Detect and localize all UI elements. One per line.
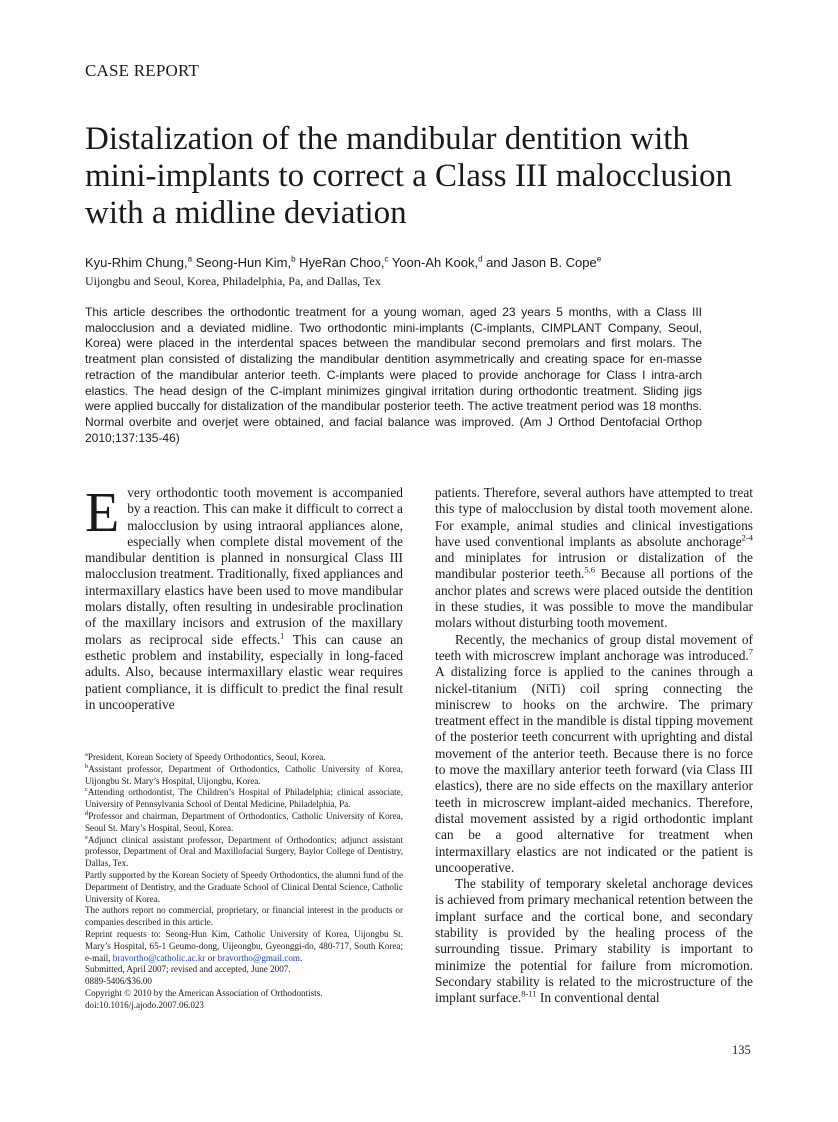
footnote [85, 835, 403, 870]
copyright: Copyright © 2010 by the American Association of Orthodontists. [85, 987, 323, 998]
citation-ref: 8-11 [521, 988, 537, 999]
footnote-mark: d [85, 809, 89, 817]
footnote-mark: e [85, 833, 88, 841]
doi: doi:10.1016/j.ajodo.2007.06.023 [85, 999, 204, 1010]
title-line-3: with a midline deviation [85, 195, 407, 231]
body-text: A distalizing force is applied to the canines through a nickel-titanium (NiTi) coil spring connecting the miniscrew to hooks on the archwire. The primary treatment effect in the mandible is distal tipping movement of the posterior teeth concurrent with uprighting and distal movement of the anterior teeth. Because there is no force to move the maxillary anterior teeth forward (via Class III elastics), there are no side effects on the maxillary anterior teeth in microscrew implant-aided mechanics. Therefore, distal movement assisted by a rigid orthodontic implant can be a good alternative for treatment when intermaxillary elastics are not indicated or the patient is uncooperative. [435, 664, 753, 875]
author-affil-mark: e [596, 254, 602, 264]
author-affil-mark: c [384, 254, 389, 264]
body-text: and miniplates for intrusion or distalization of the mandibular posterior teeth. [435, 550, 753, 582]
author-list [85, 255, 601, 270]
footnote-text: Assistant professor, Department of Orthodontics, Catholic University of Korea, Uijongbu St. Mary’s Hospital, Uijongbu, Korea. [85, 763, 403, 786]
author-name: HyeRan Choo, [299, 255, 385, 270]
footnote-text: President, Korean Society of Speedy Orthodontics, Seoul, Korea. [87, 752, 326, 762]
body-text: Recently, the mechanics of group distal movement of teeth with microscrew implant anchorage was introduced. [435, 631, 753, 663]
body-paragraph [435, 876, 753, 1006]
citation-ref: 5,6 [584, 565, 596, 576]
body-paragraph [435, 632, 753, 876]
affiliation-line: Uijongbu and Seoul, Korea, Philadelphia, Pa, and Dallas, Tex [85, 274, 381, 288]
footnote [85, 752, 403, 764]
author-affil-mark: a [187, 254, 193, 264]
body-column-left [85, 482, 403, 713]
footnote-mark: a [85, 750, 88, 758]
footnote-mark: c [85, 786, 88, 794]
footnote-text: Attending orthodontist, The Children’s Hospital of Philadelphia; clinical associate, University of Pennsylvania School of Dental Medicine, Philadelphia, Pa. [85, 787, 403, 810]
page-number: 135 [732, 1043, 751, 1057]
conflict-note: The authors report no commercial, proprietary, or financial interest in the products or companies described in this article. [85, 905, 403, 928]
drop-cap: E [85, 482, 120, 544]
body-text: very orthodontic tooth movement is accompanied by a reaction. This can make it difficult to correct a malocclusion by using intraoral appliances alone, especially when complete distal movement of the mandibular dentition is planned in nonsurgical Class III malocclusion treatment. Traditionally, fixed appliances and intermaxillary elastics have been used to move mandibular molars distally, often resulting in undesirable proclination of the maxillary incisors and extrusion of the maxillary molars as reciprocal side effects. [85, 485, 403, 647]
body-text: This can cause an esthetic problem and instability, especially in long-faced adults. Also, because intermaxillary elastic wear requires patient compliance, it is difficult to predict the final result in uncooperative [85, 631, 403, 712]
email-link[interactable]: bravortho@gmail.com [217, 952, 300, 963]
author-name: Kyu-Rhim Chung, [85, 255, 188, 270]
article-title [85, 121, 785, 232]
reprint-text: Reprint requests to: Seong-Hun Kim, Catholic University of Korea, Uijongbu St. Mary’s Hospital, 65-1 Geumo-dong, Uijeongbu, Gyeonggi-do, 480-717, South Korea; e-mail, [85, 928, 403, 963]
email-link[interactable]: bravortho@catholic.ac.kr [112, 952, 206, 963]
footnote-text: Adjunct clinical assistant professor, Department of Orthodontics; adjunct assistant professor, Department of Oral and Maxillofacial Surgery, Baylor College of Dentistry, Dallas, Tex. [85, 834, 403, 869]
author-affil-mark: b [291, 254, 296, 264]
author-name: and Jason B. Cope [486, 255, 597, 270]
footnote [85, 787, 403, 811]
citation-ref: 2-4 [741, 532, 753, 543]
author-affil-mark: d [478, 254, 483, 264]
footnote [85, 764, 403, 788]
issn-price: 0889-5406/$36.00 [85, 976, 152, 987]
title-line-2: mini-implants to correct a Class III malocclusion [85, 158, 732, 194]
title-line-1: Distalization of the mandibular dentition with [85, 121, 689, 157]
citation-ref: 7 [748, 646, 753, 657]
author-name: Yoon-Ah Kook, [391, 255, 479, 270]
abstract: This article describes the orthodontic treatment for a young woman, aged 23 years 5 months, with a Class III malocclusion and a deviated midline. Two orthodontic mini-implants (C-implants, CIMPLANT Company, Seoul, Korea) were placed in the interdental spaces between the mandibular second premolars and first molars. The treatment plan consisted of distalizing the mandibular dentition asymmetrically and creating space for en-masse retraction of the mandibular anterior teeth. C-implants were placed to provide anchorage for Class I intra-arch elastics. The head design of the C-implant minimizes gingival irritation during orthodontic treatment. Sliding jigs were applied buccally for distalization of the mandibular posterior teeth. The active treatment period was 18 months. Normal overbite and overjet were obtained, and facial balance was improved. (Am J Orthod Dentofacial Orthop 2010;137:135-46) [85, 305, 702, 445]
citation-ref: 1 [280, 630, 285, 641]
reprint-end: . [300, 952, 303, 963]
body-text: patients. Therefore, several authors have attempted to treat this type of malocclusion by distal tooth movement alone. For example, animal studies and clinical investigations have used conventional implants as absolute anchorage [435, 485, 753, 549]
body-text: Because all portions of the anchor plates and screws were placed outside the dentition in these studies, it was possible to move the mandibular molars without disturbing tooth movement. [435, 566, 753, 631]
footnote-mark: b [85, 762, 89, 770]
body-paragraph [435, 485, 753, 632]
reprint-or: or [205, 952, 218, 963]
funding-note: Partly supported by the Korean Society of Speedy Orthodontics, the alumni fund of the Department of Dentistry, and the Graduate School of Clinical Dental Science, Catholic University of Korea. [85, 869, 403, 904]
body-text: In conventional dental [536, 990, 660, 1006]
body-text: The stability of temporary skeletal anchorage devices is achieved from primary mechanical retention between the implant surface and the cortical bone, and secondary stability is provided by the healing process of the surrounding tissue. Primary stability is important to minimize the potential for failure from micromotion. Secondary stability is related to the microstructure of the implant surface. [435, 876, 753, 1006]
reprint-requests [85, 929, 403, 964]
author-name: Seong-Hun Kim, [195, 255, 292, 270]
footnote [85, 811, 403, 835]
body-column-right [435, 485, 753, 1007]
submission-dates: Submitted, April 2007; revised and accepted, June 2007. [85, 964, 291, 975]
footnotes [85, 752, 403, 1012]
section-label: CASE REPORT [85, 61, 200, 80]
footnote-text: Professor and chairman, Department of Orthodontics, Catholic University of Korea, Seoul St. Mary’s Hospital, Seoul, Korea. [85, 810, 403, 833]
